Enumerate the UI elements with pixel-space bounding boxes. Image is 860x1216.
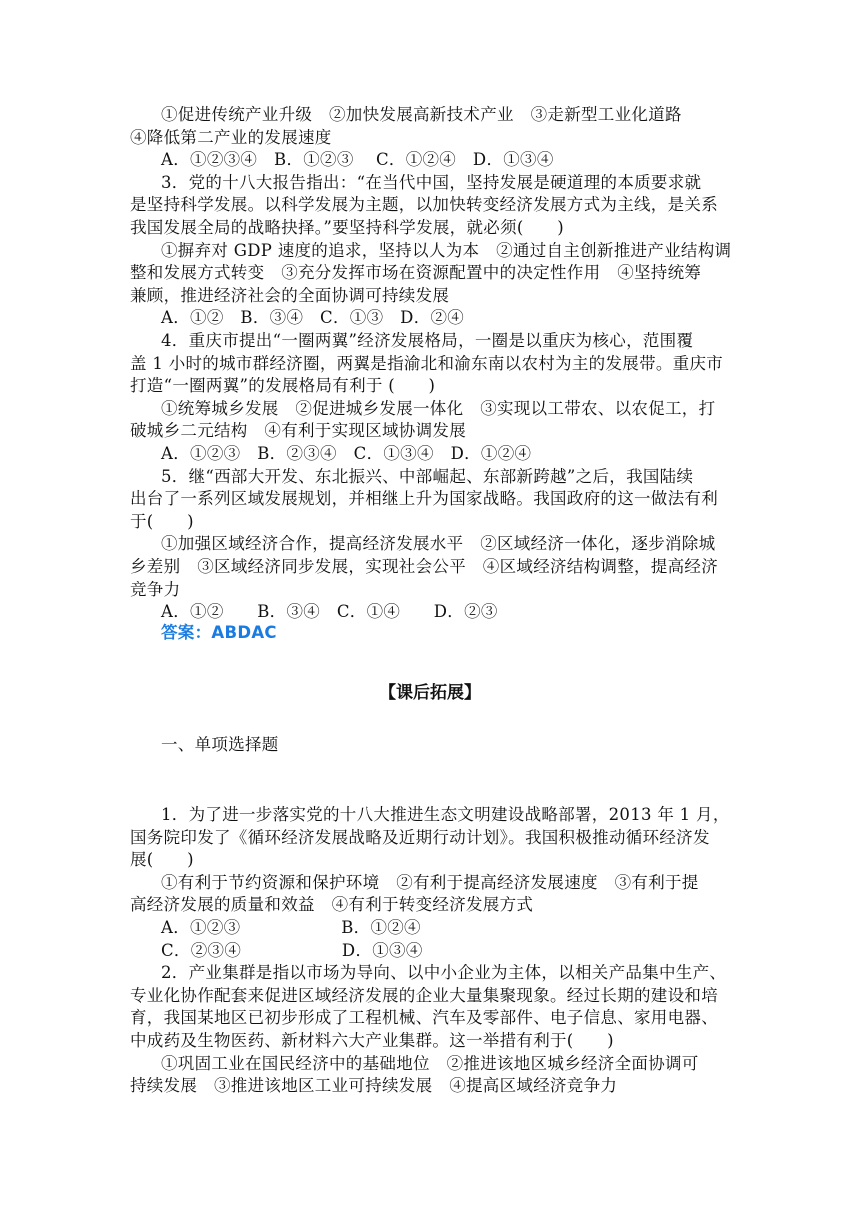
text-line: A．①② B．③④ C．①④ D．②③ [161, 602, 498, 622]
text-line: 2．产业集群是指以市场为导向、以中小企业为主体，以相关产品集中生产、 [161, 963, 727, 983]
text-line: 3．党的十八大报告指出：“在当代中国，坚持发展是硬道理的本质要求就 [161, 172, 702, 192]
text-line: 竞争力 [130, 579, 181, 599]
text-line: ①促进传统产业升级 ②加快发展高新技术产业 ③走新型工业化道路 [161, 105, 682, 124]
text-line: 国务院印发了《循环经济发展战略及近期行动计划》。我国积极推动循环经济发 [130, 827, 710, 847]
text-line: ①有利于节约资源和保护环境 ②有利于提高经济发展速度 ③有利于提 [161, 872, 699, 892]
text-line: ①加强区域经济合作，提高经济发展水平 ②区域经济一体化，逐步消除城 [161, 534, 716, 554]
text-line: 于( ) [130, 511, 194, 531]
text-line: A．①②③ B．②③④ C．①③④ D．①②④ [161, 444, 532, 463]
text-line: 高经济发展的质量和效益 ④有利于转变经济发展方式 [130, 895, 534, 915]
text-line: ④降低第二产业的发展速度 [130, 127, 332, 147]
text-line: A．①②③ B．①②④ [161, 918, 421, 937]
text-line: ①巩固工业在国民经济中的基础地位 ②推进该地区城乡经济全面协调可 [161, 1053, 699, 1073]
text-line: A．①②③④ B．①②③ C．①②④ D．①③④ [161, 150, 554, 170]
text-line: 破城乡二元结构 ④有利于实现区域协调发展 [130, 421, 466, 441]
text-line: 盖 1 小时的城市群经济圈，两翼是指渝北和渝东南以农村为主的发展带。重庆市 [130, 353, 724, 373]
text-line: 我国发展全局的战略抉择。”要坚持科学发展，就必须( ) [130, 218, 564, 237]
text-line: 5．继“西部大开发、东北振兴、中部崛起、东部新跨越”之后，我国陆续 [161, 466, 694, 486]
section-title: 一、单项选择题 [161, 735, 279, 754]
text-line: 乡差别 ③区域经济同步发展，实现社会公平 ④区域经济结构调整，提高经济 [130, 557, 718, 576]
text-line: A．①② B．③④ C．①③ D．②④ [161, 308, 465, 328]
text-line: 展( ) [130, 850, 194, 870]
section-heading: 【课后拓展】 [379, 683, 481, 703]
text-line: 是坚持科学发展。以科学发展为主题，以加快转变经济发展方式为主线，是关系 [130, 195, 718, 215]
text-line: ①统筹城乡发展 ②促进城乡发展一体化 ③实现以工带农、以农促工，打 [161, 398, 716, 418]
text-line: 专业化协作配套来促进区域经济发展的企业大量集聚现象。经过长期的建设和培 [130, 985, 718, 1005]
text-line: 4．重庆市提出“一圈两翼”经济发展格局，一圈是以重庆为核心，范围覆 [161, 331, 694, 350]
text-line: ①摒弃对 GDP 速度的追求，坚持以人为本 ②通过自主创新推进产业结构调 [161, 240, 732, 260]
text-line: 1．为了进一步落实党的十八大推进生态文明建设战略部署，2013 年 1 月， [161, 805, 730, 824]
text-line: 整和发展方式转变 ③充分发挥市场在资源配置中的决定性作用 ④坚持统筹 [130, 263, 702, 283]
text-line: 育，我国某地区已初步形成了工程机械、汽车及零部件、电子信息、家用电器、 [130, 1008, 718, 1028]
text-line: 出台了一系列区域发展规划，并相继上升为国家战略。我国政府的这一做法有利 [130, 489, 718, 509]
text-line: 兼顾，推进经济社会的全面协调可持续发展 [130, 285, 450, 305]
text-line: C．②③④ D．①③④ [161, 940, 423, 960]
text-line: 打造“一圈两翼”的发展格局有利于 ( ) [130, 376, 436, 396]
answer-key: 答案：ABDAC [161, 623, 277, 642]
text-line: 持续发展 ③推进该地区工业可持续发展 ④提高区域经济竞争力 [130, 1076, 618, 1096]
text-line: 中成药及生物医药、新材料六大产业集群。这一举措有利于( ) [130, 1031, 614, 1050]
